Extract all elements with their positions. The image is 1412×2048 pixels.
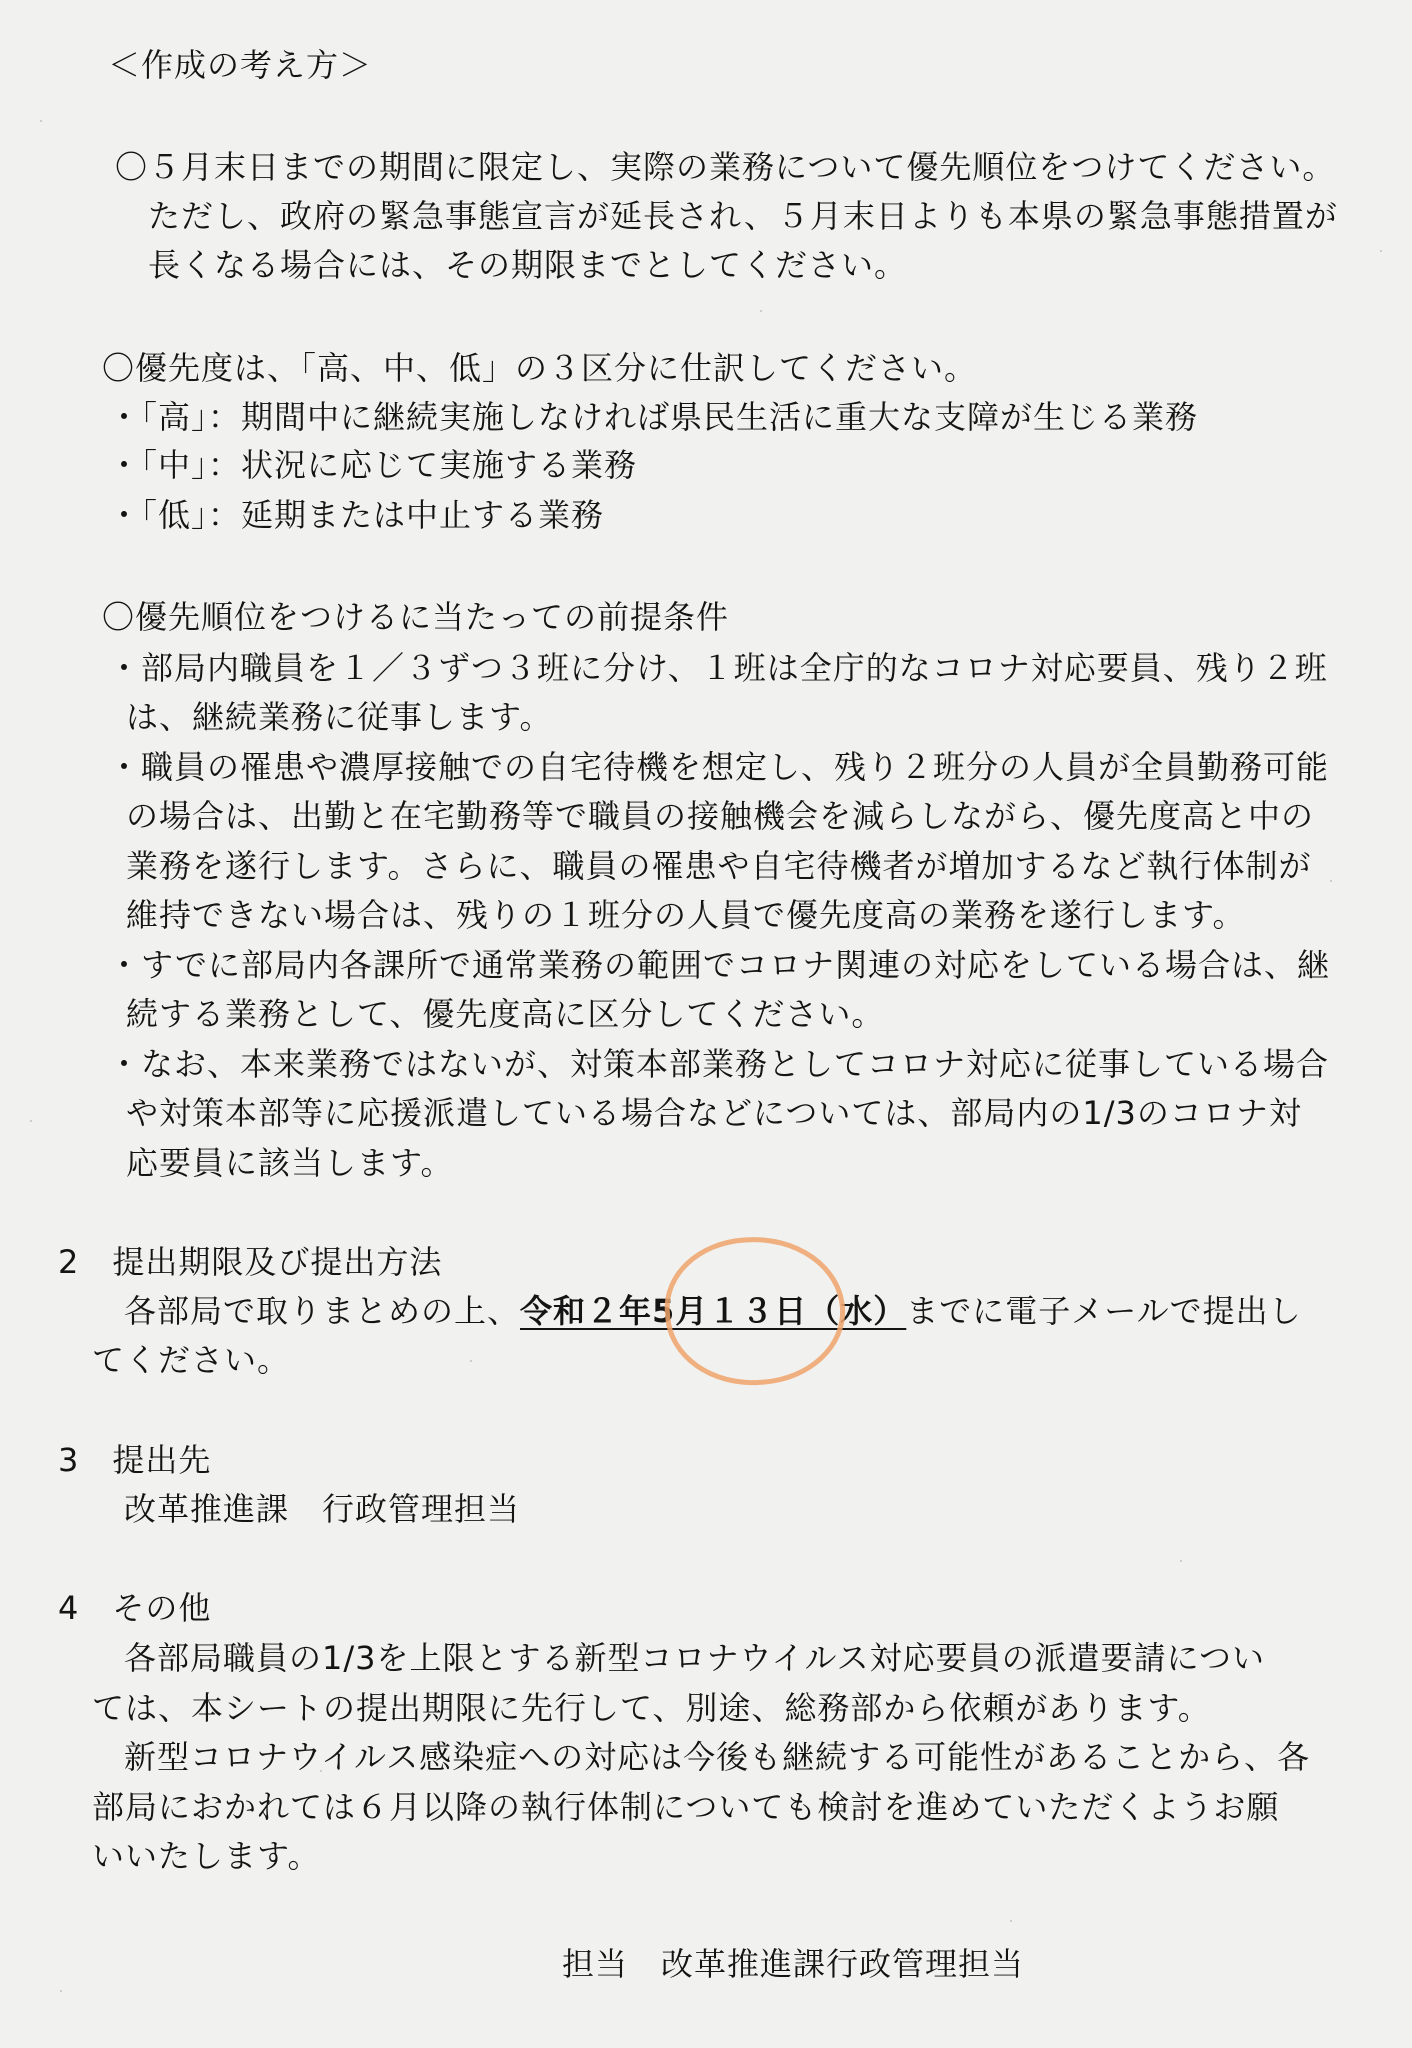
paper-speck (1330, 880, 1332, 882)
priority-item-high: ・「高」：期間中に継続実施しなければ県民生活に重大な支障が生じる業務 (108, 398, 1199, 436)
section-4-title: 4 その他 (58, 1589, 212, 1627)
deadline-post: までに電子メールで提出し (906, 1292, 1302, 1330)
priority-heading: 〇優先度は、「高、中、低」の３区分に仕訳してください。 (102, 349, 978, 387)
paper-speck (470, 1360, 472, 1362)
paper-speck (60, 1990, 62, 1992)
section-3-title: 3 提出先 (58, 1441, 212, 1479)
section-heading: ＜作成の考え方＞ (108, 46, 373, 84)
paragraph-line: 長くなる場合には、その期限までとしてください。 (148, 246, 908, 284)
section-2-title: 2 提出期限及び提出方法 (58, 1243, 443, 1281)
paragraph-line: 新型コロナウイルス感染症への対応は今後も継続する可能性があることから、各 (124, 1738, 1311, 1776)
paragraph-line: 維持できない場合は、残りの１班分の人員で優先度高の業務を遂行します。 (126, 896, 1246, 934)
paragraph-line: の場合は、出勤と在宅勤務等で職員の接触機会を減らしながら、優先度高と中の (126, 797, 1315, 835)
paragraph-line: 業務を遂行します。さらに、職員の罹患や自宅待機者が増加するなど執行体制が (126, 847, 1312, 885)
paper-speck (30, 1120, 32, 1122)
paragraph-line: いいたします。 (92, 1837, 321, 1875)
priority-item-low: ・「低」：延期または中止する業務 (108, 496, 605, 534)
paragraph-line: ・職員の罹患や濃厚接触での自宅待機を想定し、残り２班分の人員が全員勤務可能 (108, 748, 1330, 786)
paper-speck (40, 120, 42, 122)
paper-speck (1380, 250, 1382, 252)
priority-item-mid: ・「中」：状況に応じて実施する業務 (108, 446, 638, 484)
paragraph-line: や対策本部等に応援派遣している場合などについては、部局内の1/3のコロナ対 (126, 1094, 1302, 1132)
paragraph-line: 〇５月末日までの期間に限定し、実際の業務について優先順位をつけてください。 (115, 148, 1336, 186)
preconditions-heading: 〇優先順位をつけるに当たっての前提条件 (102, 598, 730, 636)
deadline-date: 令和２年5月１３日（水） (520, 1292, 907, 1330)
hand-drawn-circle (660, 1231, 850, 1391)
paragraph-line: ・すでに部局内各課所で通常業務の範囲でコロナ関連の対応をしている場合は、継 (108, 946, 1330, 984)
paragraph-line: 応要員に該当します。 (126, 1144, 454, 1182)
paragraph-line: 各部局職員の1/3を上限とする新型コロナウイルス対応要員の派遣要請につい (124, 1639, 1265, 1677)
paper-speck (1180, 1560, 1182, 1562)
paragraph-line: ただし、政府の緊急事態宣言が延長され、５月末日よりも本県の緊急事態措置が (148, 197, 1338, 235)
paragraph-line: 続する業務として、優先度高に区分してください。 (126, 995, 885, 1033)
paper-speck (760, 310, 762, 312)
submission-destination: 改革推進課 行政管理担当 (124, 1490, 521, 1528)
paragraph-line: ・部局内職員を１／３ずつ３班に分け、１班は全庁的なコロナ対応要員、残り２班 (108, 649, 1328, 687)
paragraph-line: ては、本シートの提出期限に先行して、別途、総務部から依頼があります。 (92, 1689, 1211, 1727)
paragraph-line: ・なお、本来業務ではないが、対策本部業務としてコロナ対応に従事している場合 (108, 1045, 1330, 1083)
deadline-pre: 各部局で取りまとめの上、 (124, 1292, 521, 1330)
paper-speck (1010, 1920, 1012, 1922)
paragraph-line: は、継続業務に従事します。 (126, 698, 553, 736)
footer-contact: 担当 改革推進課行政管理担当 (562, 1945, 1025, 1983)
deadline-cont: てください。 (92, 1341, 291, 1379)
paragraph-line: 部局におかれては６月以降の執行体制についても検討を進めていただくようお願 (92, 1788, 1280, 1826)
